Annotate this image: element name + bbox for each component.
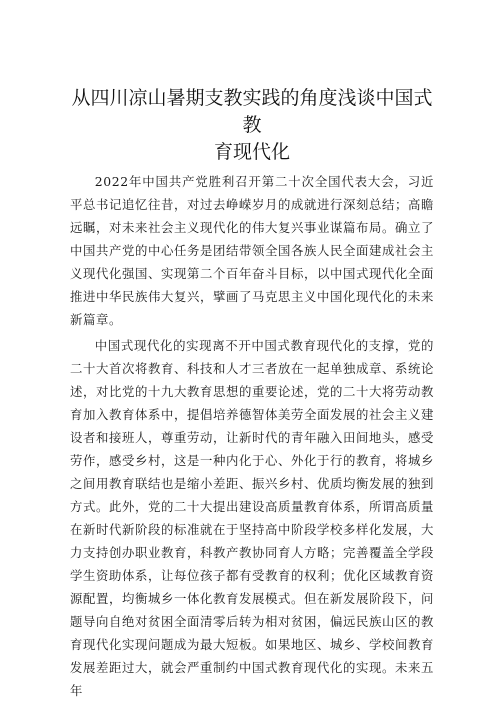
document-title-line-2: 育现代化: [213, 141, 290, 163]
paragraph-1: 2022年中国共产党胜利召开第二十次全国代表大会，习近平总书记追忆往昔，对过去峥嵘岁月的成就进行深刻总结；高瞻远瞩，对未来社会主义现代化的伟大复兴事业谋篇布局。确立了中国共产党的中心任务是团结带领全国各族人民全面建成社会主义现代化强国、实现第二个百年奋斗目标，以中国式现代化全面推进中华民族伟大复兴，擘画了马克思主义中国化现代化的未来新篇章。: [70, 174, 434, 327]
document-title-line-1: 从四川凉山暑期支教实践的角度浅谈中国式教: [71, 87, 433, 136]
document-title: [70, 85, 434, 166]
document-body: [70, 170, 434, 702]
paragraph-2: 中国式现代化的实现离不开中国式教育现代化的支撑，党的二十大首次将教育、科技和人才三者放在一起单独成章、系统论述，对比党的十九大教育思想的重要论述，党的二十大将劳动教育加入教育体系中，提倡培养德智体美劳全面发展的社会主义建设者和接班人，尊重劳动，让新时代的青年融入田间地头，感受劳作，感受乡村，这是一种内化于心、外化于行的教育，将城乡之间用教育联结也是缩小差距、振兴乡村、优质均衡发展的独到方式。此外，党的二十大提出建设高质量教育体系，所谓高质量在新时代新阶段的标准就在于坚持高中阶段学校多样化发展，大力支持创办职业教育，科教产教协同育人方略；完善覆盖全学段学生资助体系，让每位孩子都有受教育的权利；优化区域教育资源配置，均衡城乡一体化教育发展模式。但在新发展阶段下，问题导向自绝对贫困全面清零后转为相对贫困，偏远民族山区的教育现代化实现问题成为最大短板。如果地区、城乡、学校间教育发展差距过大，就会严重制约中国式教育现代化的实现。未来五年: [70, 338, 434, 698]
